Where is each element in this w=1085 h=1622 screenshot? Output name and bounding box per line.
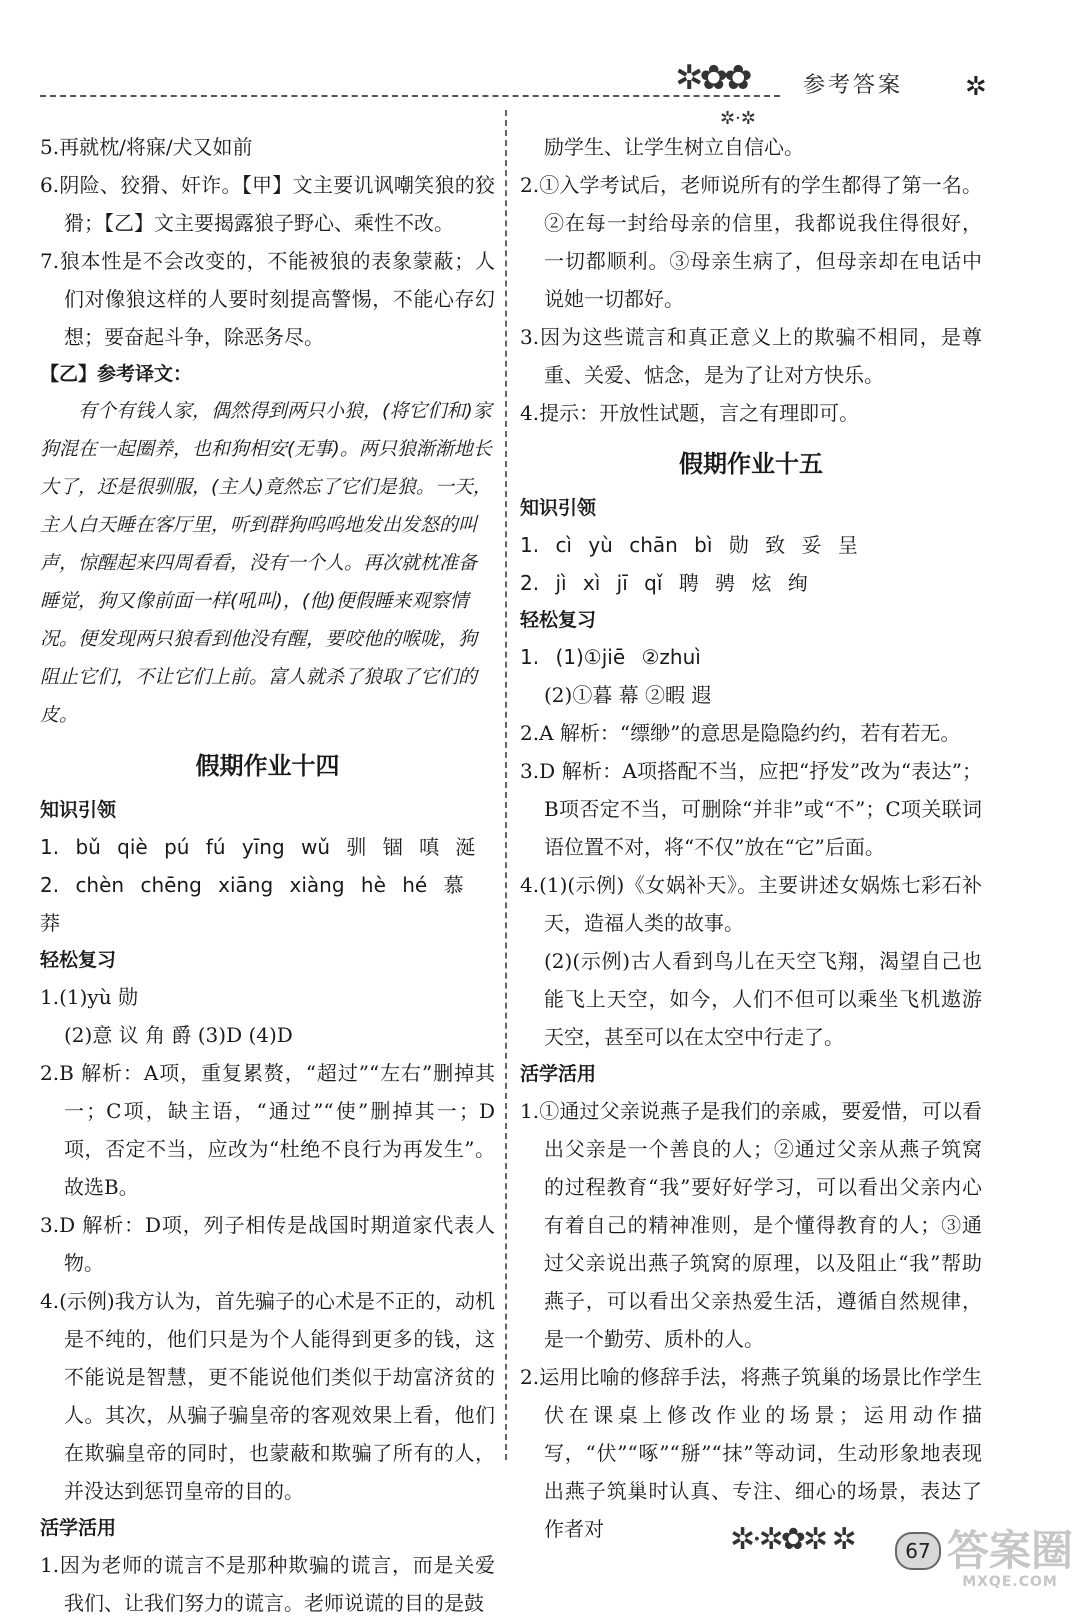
watermark-text: 答案圈 — [946, 1526, 1073, 1575]
subsection-heading: 活学活用 — [40, 1517, 117, 1539]
column-divider — [505, 110, 507, 1460]
left-column — [40, 128, 495, 1622]
subsection-heading: 知识引领 — [520, 497, 597, 519]
subsection-heading: 知识引领 — [40, 799, 117, 821]
watermark-logo — [945, 1528, 1075, 1590]
answer-item: 1.(1)yù 勋 — [40, 985, 138, 1009]
subsection-heading: 轻松复习 — [520, 609, 597, 631]
translation-text: 有个有钱人家，偶然得到两只小狼，(将它们和)家狗混在一起圈养，也和狗相安(无事)。两只狼渐渐地长大了，还是很驯服，(主人)竟然忘了它们是狼。一天，主人白天睡在客厅里，听到群狗呜呜地发出发怒的叫声，惊醒起来四周看看，没有一个人。再次就枕准备睡觉，狗又像前面一样(吼叫)，(他)便假睡来观察情况。便发现两只狼看到他没有醒，要咬他的喉咙，狗阻止它们，不让它们上前。富人就杀了狼取了它们的皮。 — [40, 400, 492, 726]
answer-item: 励学生、让学生树立自信心。 — [544, 135, 804, 159]
answer-item: 4.提示：开放性试题，言之有理即可。 — [520, 401, 860, 425]
answer-item: 4.(示例)我方认为，首先骗子的心术是不正的，动机是不纯的，他们只是为个人能得到更多的钱，这不能说是智慧，更不能说他们类似于劫富济贫的人。其次，从骗子骗皇帝的客观效果上看，他们在欺骗皇帝的同时，也蒙蔽和欺骗了所有的人，并没达到惩罚皇帝的目的。 — [40, 1289, 495, 1503]
page-header — [0, 0, 1085, 140]
answer-item: 3.因为这些谎言和真正意义上的欺骗不相同，是尊重、关爱、惦念，是为了让对方快乐。 — [520, 325, 982, 387]
star-decoration-icon: ✲ — [965, 72, 987, 102]
subsection-heading: 【乙】参考译文： — [40, 363, 193, 385]
subsection-heading: 轻松复习 — [40, 949, 117, 971]
flower-decoration-icon: ✲·✲ — [720, 108, 756, 129]
header-title: 参考答案 — [803, 73, 904, 98]
answer-item: 2.①入学考试后，老师说所有的学生都得了第一名。②在每一封给母亲的信里，我都说我住得很好，一切都顺利。③母亲生病了，但母亲却在电话中说她一切都好。 — [520, 173, 982, 311]
answer-item: 4.(1)(示例)《女娲补天》。主要讲述女娲炼七彩石补天，造福人类的故事。 — [520, 873, 982, 935]
answer-item: 2.A 解析：“缥缈”的意思是隐隐约约，若有若无。 — [520, 721, 961, 745]
pinyin-line: 1. cì yù chān bì 勋 致 妥 呈 — [520, 533, 858, 557]
pinyin-line: 1. bǔ qiè pú fú yīng wǔ 驯 锢 嗔 涎 — [40, 835, 476, 859]
answer-item: 2.运用比喻的修辞手法，将燕子筑巢的场景比作学生伏在课桌上修改作业的场景；运用动作描写，“伏”“啄”“掰”“抹”等动词，生动形象地表现出燕子筑巢时认真、专注、细心的场景，表达了作者对 — [520, 1365, 982, 1541]
section-title: 假期作业十五 — [679, 450, 823, 478]
right-column — [520, 128, 982, 1548]
header-dashed-rule — [40, 95, 780, 97]
answer-item: 6.阴险、狡猾、奸诈。【甲】文主要讥讽嘲笑狼的狡猾；【乙】文主要揭露狼子野心、乘性不改。 — [40, 173, 495, 235]
answer-item: (2)(示例)古人看到鸟儿在天空飞翔，渴望自己也能飞上天空，如今，人们不但可以乘坐飞机遨游天空，甚至可以在太空中行走了。 — [544, 949, 982, 1049]
answer-item: 7.狼本性是不会改变的，不能被狼的表象蒙蔽；人们对像狼这样的人要时刻提高警惕，不能心存幻想；要奋起斗争，除恶务尽。 — [40, 249, 495, 349]
subsection-heading: 活学活用 — [520, 1063, 597, 1085]
pinyin-line: 2. chèn chēng xiāng xiàng hè hé 慕 莽 — [40, 873, 464, 935]
pinyin-line: 2. jì xì jī qǐ 聘 骋 炫 绚 — [520, 571, 808, 595]
answer-item: (2)意 议 角 爵 (3)D (4)D — [64, 1023, 293, 1047]
answer-item: 5.再就枕/将寐/犬又如前 — [40, 135, 253, 159]
answer-item: 3.D 解析：A项搭配不当，应把“抒发”改为“表达”；B项否定不当，可删除“并非”或“不”；C项关联词语位置不对，将“不仅”放在“它”后面。 — [520, 759, 982, 859]
watermark-url: MXQE.COM — [962, 1574, 1058, 1590]
section-title: 假期作业十四 — [195, 752, 340, 780]
answer-item: (2)①暮 幕 ②暇 遐 — [544, 683, 712, 707]
flower-decoration-icon: ✲·✲✿✲ ✲ — [730, 1522, 854, 1557]
answer-item: 3.D 解析：D项，列子相传是战国时期道家代表人物。 — [40, 1213, 495, 1275]
flower-decoration-icon: ✲✿✿ — [675, 58, 749, 98]
answer-item: 1.①通过父亲说燕子是我们的亲戚，要爱惜，可以看出父亲是一个善良的人；②通过父亲从燕子筑窝的过程教育“我”要好好学习，可以看出父亲内心有着自己的精神准则，是个懂得教育的人；③通过父亲说出燕子筑窝的原理，以及阻止“我”帮助燕子，可以看出父亲热爱生活，遵循自然规律，是一个勤劳、质朴的人。 — [520, 1099, 982, 1351]
page-footer — [0, 1500, 1085, 1600]
pinyin-line: 1. (1)①jiē ②zhuì — [520, 645, 701, 669]
answer-item: 1.因为老师的谎言不是那种欺骗的谎言，而是关爱我们、让我们努力的谎言。老师说谎的目的是鼓 — [40, 1553, 495, 1615]
answer-item: 2.B 解析：A项，重复累赘，“超过”“左右”删掉其一；C项，缺主语，“通过”“使”删掉其一；D项，否定不当，应改为“杜绝不良行为再发生”。故选B。 — [40, 1061, 495, 1199]
page-number: 67 — [895, 1532, 941, 1570]
